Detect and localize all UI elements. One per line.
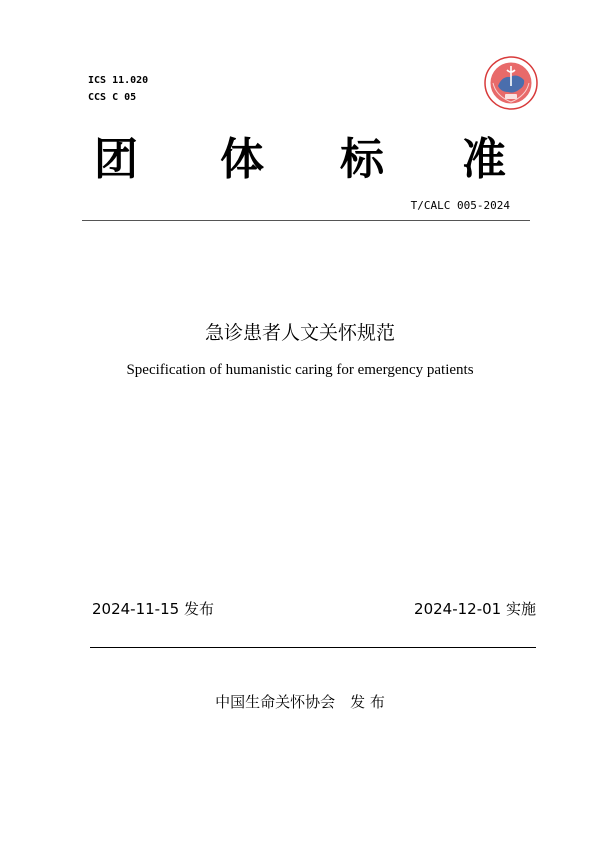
issue-date: 2024-11-15 发布	[92, 600, 214, 618]
classification-codes	[88, 72, 148, 106]
header-divider	[82, 220, 530, 221]
doc-type-char-4: 准	[462, 134, 506, 185]
standard-number: T/CALC 005-2024	[410, 199, 510, 212]
doc-type-char-3: 标	[340, 134, 384, 185]
title-english: Specification of humanistic caring for emergency patients	[126, 362, 474, 378]
title-chinese: 急诊患者人文关怀规范	[204, 322, 395, 344]
ics-code: ICS 11.020	[88, 75, 149, 86]
doc-type-char-1: 团	[94, 134, 138, 185]
association-emblem-icon	[484, 56, 538, 110]
publisher: 中国生命关怀协会 发 布	[215, 693, 385, 711]
ccs-code: CCS C 05	[88, 92, 137, 103]
implementation-date: 2024-12-01 实施	[414, 600, 536, 618]
doc-type-char-2: 体	[220, 134, 264, 185]
footer-divider	[90, 647, 536, 648]
